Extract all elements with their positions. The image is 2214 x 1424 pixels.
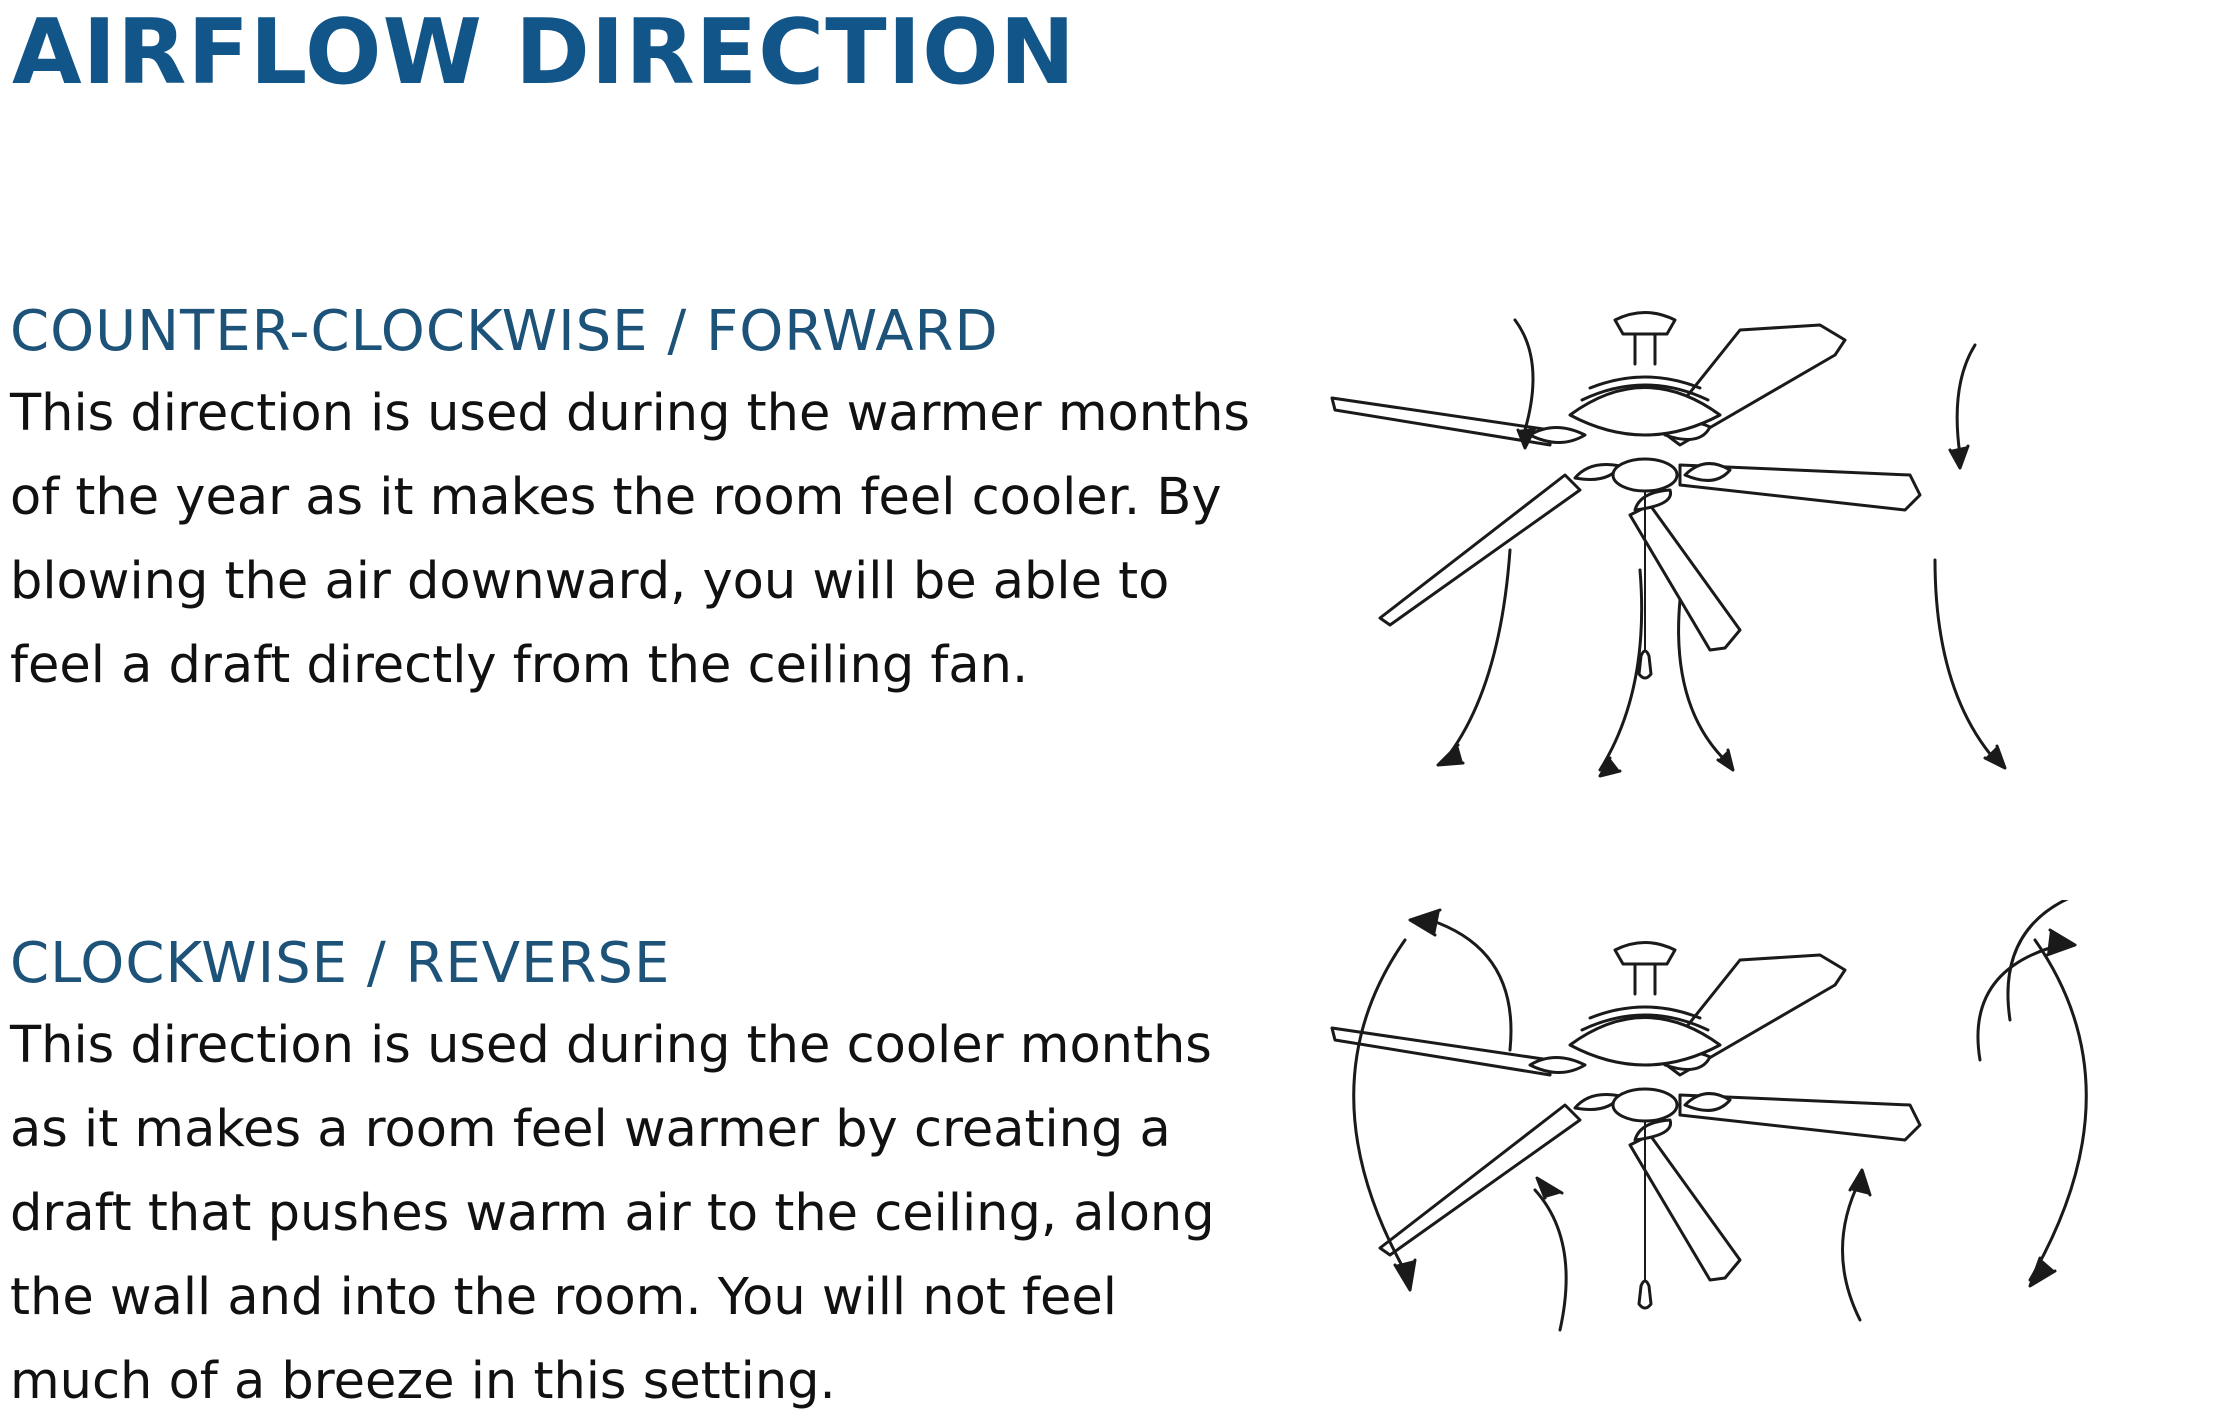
section-reverse: [10, 924, 1270, 1424]
ceiling-fan-upward-airflow-icon: [1320, 900, 2100, 1420]
ceiling-fan-downward-airflow-icon: [1320, 270, 2100, 790]
page-title: AIRFLOW DIRECTION: [12, 0, 1076, 105]
section-text: This direction is used during the warmer months of the year as it makes the room feel cooler. By blowing the air downward, you will be able to feel a draft directly from the ceiling fan.: [10, 384, 1250, 695]
section-forward: [10, 292, 1270, 708]
section-text: This direction is used during the cooler months as it makes a room feel warmer by creating a draft that pushes warm air to the ceiling, along the wall and into the room. You will not feel much of a breeze in this setting.: [10, 1016, 1215, 1411]
section-heading: COUNTER-CLOCKWISE / FORWARD: [10, 299, 999, 364]
section-heading: CLOCKWISE / REVERSE: [10, 931, 671, 996]
